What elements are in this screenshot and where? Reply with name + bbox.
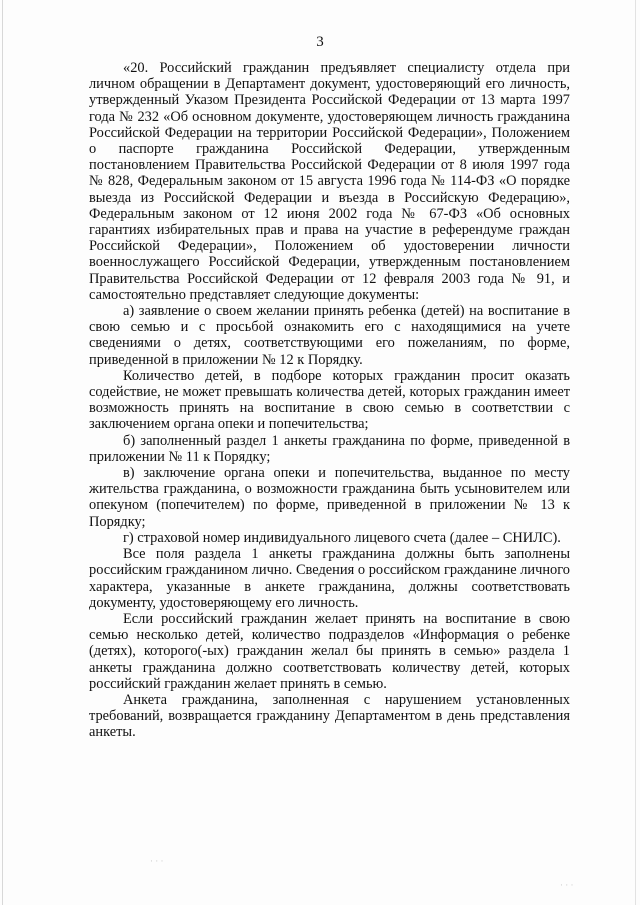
paragraph-item-b: б) заполненный раздел 1 анкеты гражданина по форме, приведенной в приложении № 11 к Порядку; [89,432,570,465]
page-number: 3 [316,34,324,50]
document-body [89,60,570,741]
paragraph-several-children: Если российский гражданин желает принять на воспитание в свою семью несколько детей, количество подразделов «Информация о ребенке (детях), которого(-ых) гражданин желал бы принять в семью» раздела 1 анкеты гражданина должно соответствовать количеству детей, которых российский гражданин желает принять в семью. [89,610,570,692]
scan-edge-right [635,0,636,905]
paragraph-children-count: Количество детей, в подборе которых гражданин просит оказать содействие, не может превышать количества детей, которых гражданин имеет возможность принять на воспитание в свою семью в соответствии с заключением органа опеки и попечительства; [89,367,570,433]
paragraph-item-v: в) заключение органа опеки и попечительства, выданное по месту жительства гражданина, о возможности гражданина быть усыновителем или опекуном (попечителем) по форме, приведенной в приложении № 13 к Порядку; [89,465,570,530]
paragraph-fields: Все поля раздела 1 анкеты гражданина должны быть заполнены российским гражданином лично. Сведения о российском гражданине личного характера, указанные в анкете гражданина, должны соответствовать документу, удостоверяющему его личность. [89,546,570,611]
scan-edge-left [2,0,3,905]
scan-noise: · · · [150,856,164,866]
paragraph-intro: «20. Российский гражданин предъявляет специалисту отдела при личном обращении в Департамент документ, удостоверяющий его личность, утвержденный Указом Президента Российской Федерации от 13 марта 1997 года № 232 «Об основном документе, удостоверяющем личность гражданина Российской Федерации на территории Российской Федерации», Положением о паспорте гражданина Российской Федерации, утвержденным постановлением Правительства Российской Федерации от 8 июля 1997 года № 828, Федеральным законом от 15 августа 1996 года № 114-ФЗ «О порядке выезда из Российской Федерации и въезда в Российскую Федерацию», Федеральным законом от 12 июня 2002 года № 67-ФЗ «Об основных гарантиях избирательных прав и права на участие в референдуме граждан Российской Федерации», Положением об удостоверении личности военнослужащего Российской Федерации, утвержденным постановлением Правительства Российской Федерации от 12 февраля 2003 года № 91, и самостоятельно представляет следующие документы: [89,60,570,303]
scan-noise: · · · [560,880,574,890]
paragraph-return: Анкета гражданина, заполненная с нарушением установленных требований, возвращается гражданину Департаментом в день представления анкеты. [89,691,570,741]
paragraph-item-a: а) заявление о своем желании принять ребенка (детей) на воспитание в свою семью и с просьбой ознакомить его с находящимися на учете сведениями о детях, соответствующими его пожеланиям, по форме, приведенной в приложении № 12 к Порядку. [89,303,570,368]
paragraph-item-g: г) страховой номер индивидуального лицевого счета (далее – СНИЛС). [123,529,561,546]
